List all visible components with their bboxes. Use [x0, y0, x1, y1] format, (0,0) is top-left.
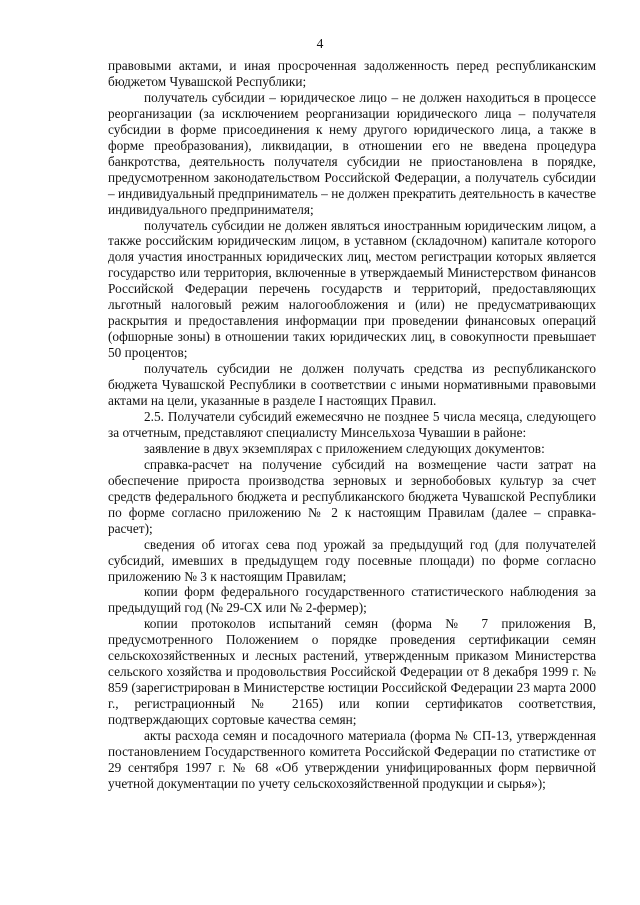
body-text	[108, 58, 596, 792]
paragraph: получатель субсидии – юридическое лицо – не должен находиться в процессе реорганизации (за исключением реорганизации юридического лица – получателя субсидии в форме присоединения к нему другого юридического лица, а также в форме преобразования), ликвидации, в отношении его не введена процедура банкротства, деятельность получателя субсидии не приостановлена в порядке, предусмотренном законодательством Российской Федерации, а получатель субсидии – индивидуальный предприниматель – не должен прекратить деятельность в качестве индивидуального предпринимателя;	[108, 89, 596, 217]
paragraph: правовыми актами, и иная просроченная задолженность перед республиканским бюджетом Чувашской Республики;	[108, 58, 596, 89]
page-number: 4	[316, 36, 324, 51]
paragraph: получатель субсидии не должен получать средства из республиканского бюджета Чувашской Республики в соответствии с иными нормативными правовыми актами на цели, указанные в разделе I настоящих Правил.	[108, 361, 596, 409]
paragraph: копии форм федерального государственного статистического наблюдения за предыдущий год (№ 29-СХ или № 2-фермер);	[108, 584, 596, 616]
paragraph: справка-расчет на получение субсидий на возмещение части затрат на обеспечение прироста производства зерновых и зернобобовых культур за счет средств федерального бюджета и республиканского бюджета Чувашской Республики по форме согласно приложению № 2 к настоящим Правилам (далее – справка-расчет);	[108, 456, 596, 536]
paragraph: получатель субсидии не должен являться иностранным юридическим лицом, а также российским юридическим лицом, в уставном (складочном) капитале которого доля участия иностранных юридических лиц, местом регистрации которых является государство или территория, включенные в утверждаемый Министерством финансов Российской Федерации перечень государств и территорий, предоставляющих льготный налоговый режим налогообложения и (или) не предусматривающих раскрытия и предоставления информации при проведении финансовых операций (офшорные зоны) в отношении таких юридических лиц, в совокупности превышает 50 процентов;	[108, 217, 596, 361]
paragraph: акты расхода семян и посадочного материала (форма № СП-13, утвержденная постановлением Государственного комитета Российской Федерации по статистике от 29 сентября 1997 г. № 68 «Об утверждении унифицированных форм первичной учетной документации по учету сельскохозяйственной продукции и сырья»);	[108, 728, 596, 791]
paragraph: 2.5. Получатели субсидий ежемесячно не позднее 5 числа месяца, следующего за отчетным, представляют специалисту Минсельхоза Чувашии в районе:	[108, 408, 596, 440]
paragraph: заявление в двух экземплярах с приложением следующих документов:	[144, 440, 545, 456]
paragraph: сведения об итогах сева под урожай за предыдущий год (для получателей субсидий, имевших в предыдущем году посевные площади) по форме согласно приложению № 3 к настоящим Правилам;	[108, 536, 596, 584]
paragraph: копии протоколов испытаний семян (форма № 7 приложения В, предусмотренного Положением о порядке проведения сертификации семян сельскохозяйственных и лесных растений, утвержденным приказом Министерства сельского хозяйства и продовольствия Российской Федерации от 8 декабря 1999 г. № 859 (зарегистрирован в Министерстве юстиции Российской Федерации 23 марта 2000 г., регистрационный № 2165) или копии сертификатов соответствия, подтверждающих сортовые качества семян;	[108, 616, 596, 728]
